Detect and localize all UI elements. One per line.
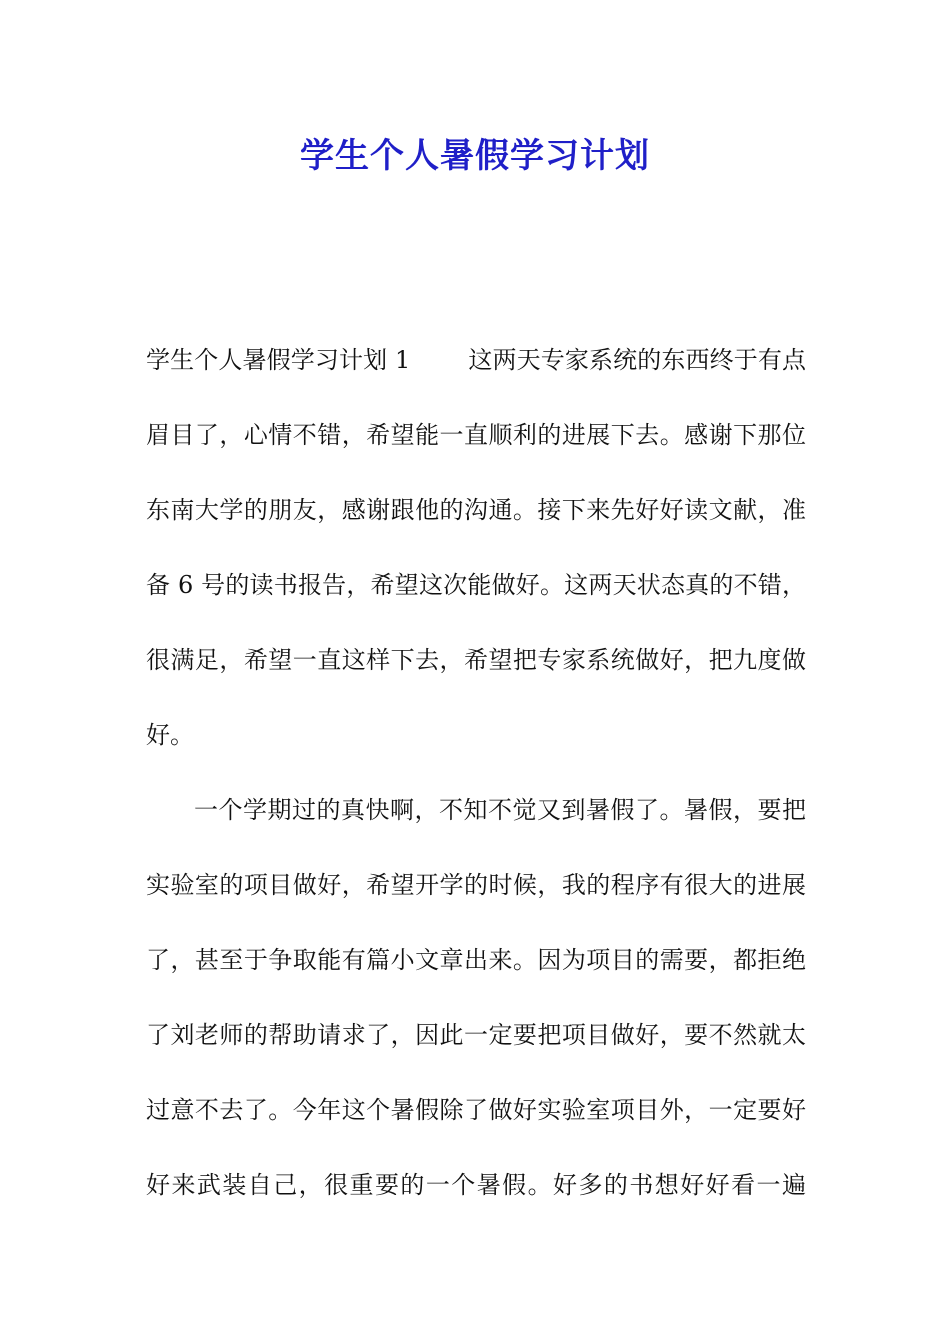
paragraph-line-6: 好。 — [146, 721, 194, 749]
section-heading-inline: 学生个人暑假学习计划 1 — [146, 346, 411, 374]
paragraph-line-2: 眉目了，心情不错，希望能一直顺利的进展下去。感谢下那位 — [146, 421, 806, 449]
paragraph-line-4: 备 6 号的读书报告，希望这次能做好。这两天状态真的不错， — [146, 571, 806, 599]
document-title: 学生个人暑假学习计划 — [300, 136, 650, 176]
paragraph-line-1-text: 这两天专家系统的东西终于有点 — [468, 346, 806, 374]
paragraph-2-line-1: 一个学期过的真快啊，不知不觉又到暑假了。暑假，要把 — [194, 796, 806, 824]
paragraph-line-5: 很满足，希望一直这样下去，希望把专家系统做好，把九度做 — [146, 646, 806, 674]
paragraph-2-line-6: 好来武装自己，很重要的一个暑假。好多的书想好好看一遍 — [146, 1171, 806, 1199]
paragraph-2-line-2: 实验室的项目做好，希望开学的时候，我的程序有很大的进展 — [146, 871, 806, 899]
paragraph-2-line-5: 过意不去了。今年这个暑假除了做好实验室项目外，一定要好 — [146, 1096, 806, 1124]
paragraph-2-line-4: 了刘老师的帮助请求了，因此一定要把项目做好，要不然就太 — [146, 1021, 806, 1049]
paragraph-2-line-3: 了，甚至于争取能有篇小文章出来。因为项目的需要，都拒绝 — [146, 946, 806, 974]
paragraph-line-1 — [146, 340, 806, 380]
paragraph-line-3: 东南大学的朋友，感谢跟他的沟通。接下来先好好读文献，准 — [146, 496, 806, 524]
